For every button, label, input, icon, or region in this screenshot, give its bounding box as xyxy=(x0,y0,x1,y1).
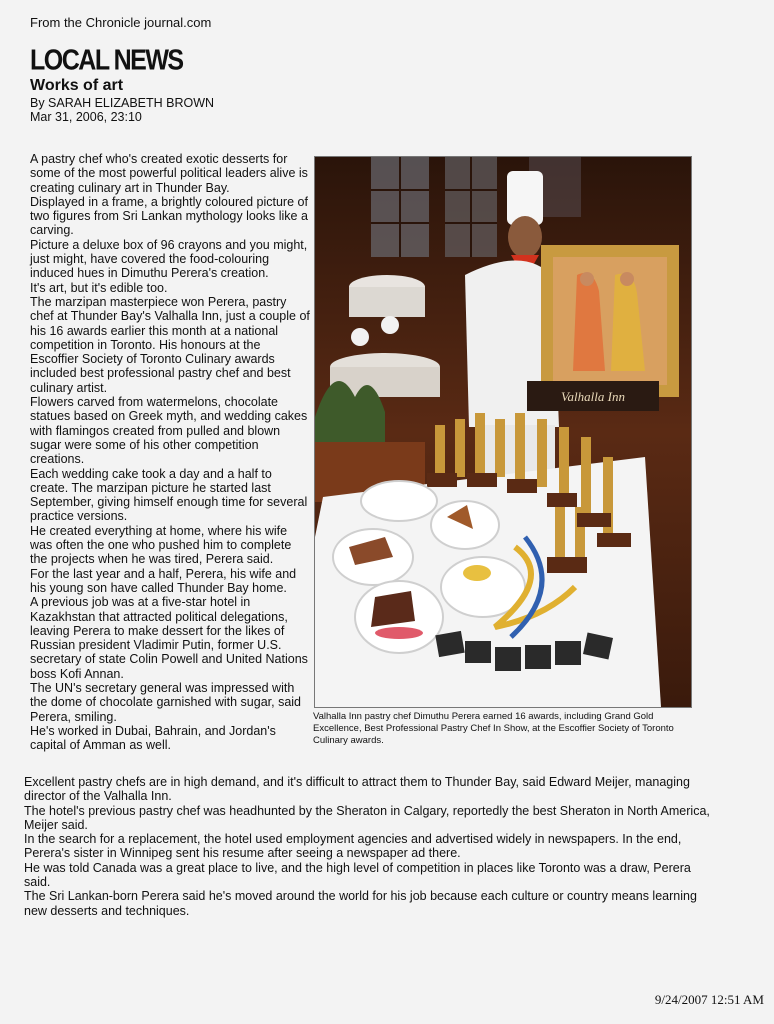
paragraph: It's art, but it's edible too. xyxy=(30,280,168,295)
byline: By SARAH ELIZABETH BROWN xyxy=(30,96,215,110)
paragraph: Displayed in a frame, a brightly coloured picture of two figures from Sri Lankan mythology looks like a carving. xyxy=(30,194,308,238)
source-line: From the Chronicle journal.com xyxy=(30,15,212,30)
article-column xyxy=(30,152,310,752)
paragraph: Excellent pastry chefs are in high demand, and it's difficult to attract them to Thunder Bay, said Edward Meijer, managing director of the Valhalla Inn. xyxy=(24,775,690,804)
paragraph: A previous job was at a five-star hotel in Kazakhstan that attracted political delegations, leaving Perera to make dessert for the likes of Russian president Vladimir Putin, former U.S. secretary of state Colin Powell and United Nations boss Kofi Annan. xyxy=(30,595,308,681)
section-title: LOCAL NEWS xyxy=(30,44,183,77)
paragraph: Picture a deluxe box of 96 crayons and you might, just might, have covered the food-colouring induced hues in Dimuthu Perera's creation. xyxy=(30,237,308,281)
photo-caption: Valhalla Inn pastry chef Dimuthu Perera earned 16 awards, including Grand Gold Excellence, Best Professional Pastry Chef In Show, at the Escoffier Society of Toronto Culinary awards. xyxy=(313,711,674,746)
paragraph: In the search for a replacement, the hotel used employment agencies and advertised widely in newspapers. In the end, Perera's sister in Winnipeg sent his resume after seeing a newspaper ad there. xyxy=(24,832,682,861)
paragraph: He was told Canada was a great place to live, and the high level of competition in places like Toronto was a draw, Perera said. xyxy=(24,860,691,890)
paragraph: For the last year and a half, Perera, his wife and his young son have called Thunder Bay home. xyxy=(30,566,297,595)
article-fullwidth xyxy=(24,775,714,918)
paragraph: The Sri Lankan-born Perera said he's moved around the world for his job because each culture or country means learning new desserts and techniques. xyxy=(24,889,697,918)
dateline: Mar 31, 2006, 23:10 xyxy=(30,110,142,124)
byline-block xyxy=(30,96,214,124)
paragraph: He's worked in Dubai, Bahrain, and Jordan's capital of Amman as well. xyxy=(30,723,276,753)
photo-sign-text: Valhalla Inn xyxy=(561,389,625,404)
article-photo xyxy=(314,156,692,708)
paragraph: A pastry chef who's created exotic desserts for some of the most powerful political leaders alive is creating culinary art in Thunder Bay. xyxy=(30,152,308,195)
print-timestamp: 9/24/2007 12:51 AM xyxy=(654,992,764,1007)
paragraph: The hotel's previous pastry chef was headhunted by the Sheraton in Calgary, reportedly the best Sheraton in North America, Meijer said. xyxy=(24,803,710,832)
paragraph: The UN's secretary general was impressed with the dome of chocolate garnished with sugar, said Perera, smiling. xyxy=(30,680,302,724)
headline: Works of art xyxy=(30,77,124,94)
chef-photo-illustration xyxy=(315,157,691,707)
paragraph: Flowers carved from watermelons, chocolate statues based on Greek myth, and wedding cakes with flamingos created from pulled and blown sugar were some of his other competition creations. xyxy=(30,395,308,467)
paragraph: He created everything at home, where his wife was often the one who pushed him to complete the projects when he was tired, Perera said. xyxy=(30,523,292,567)
paragraph: The marzipan masterpiece won Perera, pastry chef at Thunder Bay's Valhalla Inn, just a couple of his 16 awards earlier this month at a national competition in Toronto. His honours at the Escoffier Society of Toronto Culinary awards included best professional pastry chef and best culinary artist. xyxy=(30,294,310,395)
paragraph: Each wedding cake took a day and a half to create. The marzipan picture he started last September, giving himself enough time for several practice versions. xyxy=(30,466,308,524)
